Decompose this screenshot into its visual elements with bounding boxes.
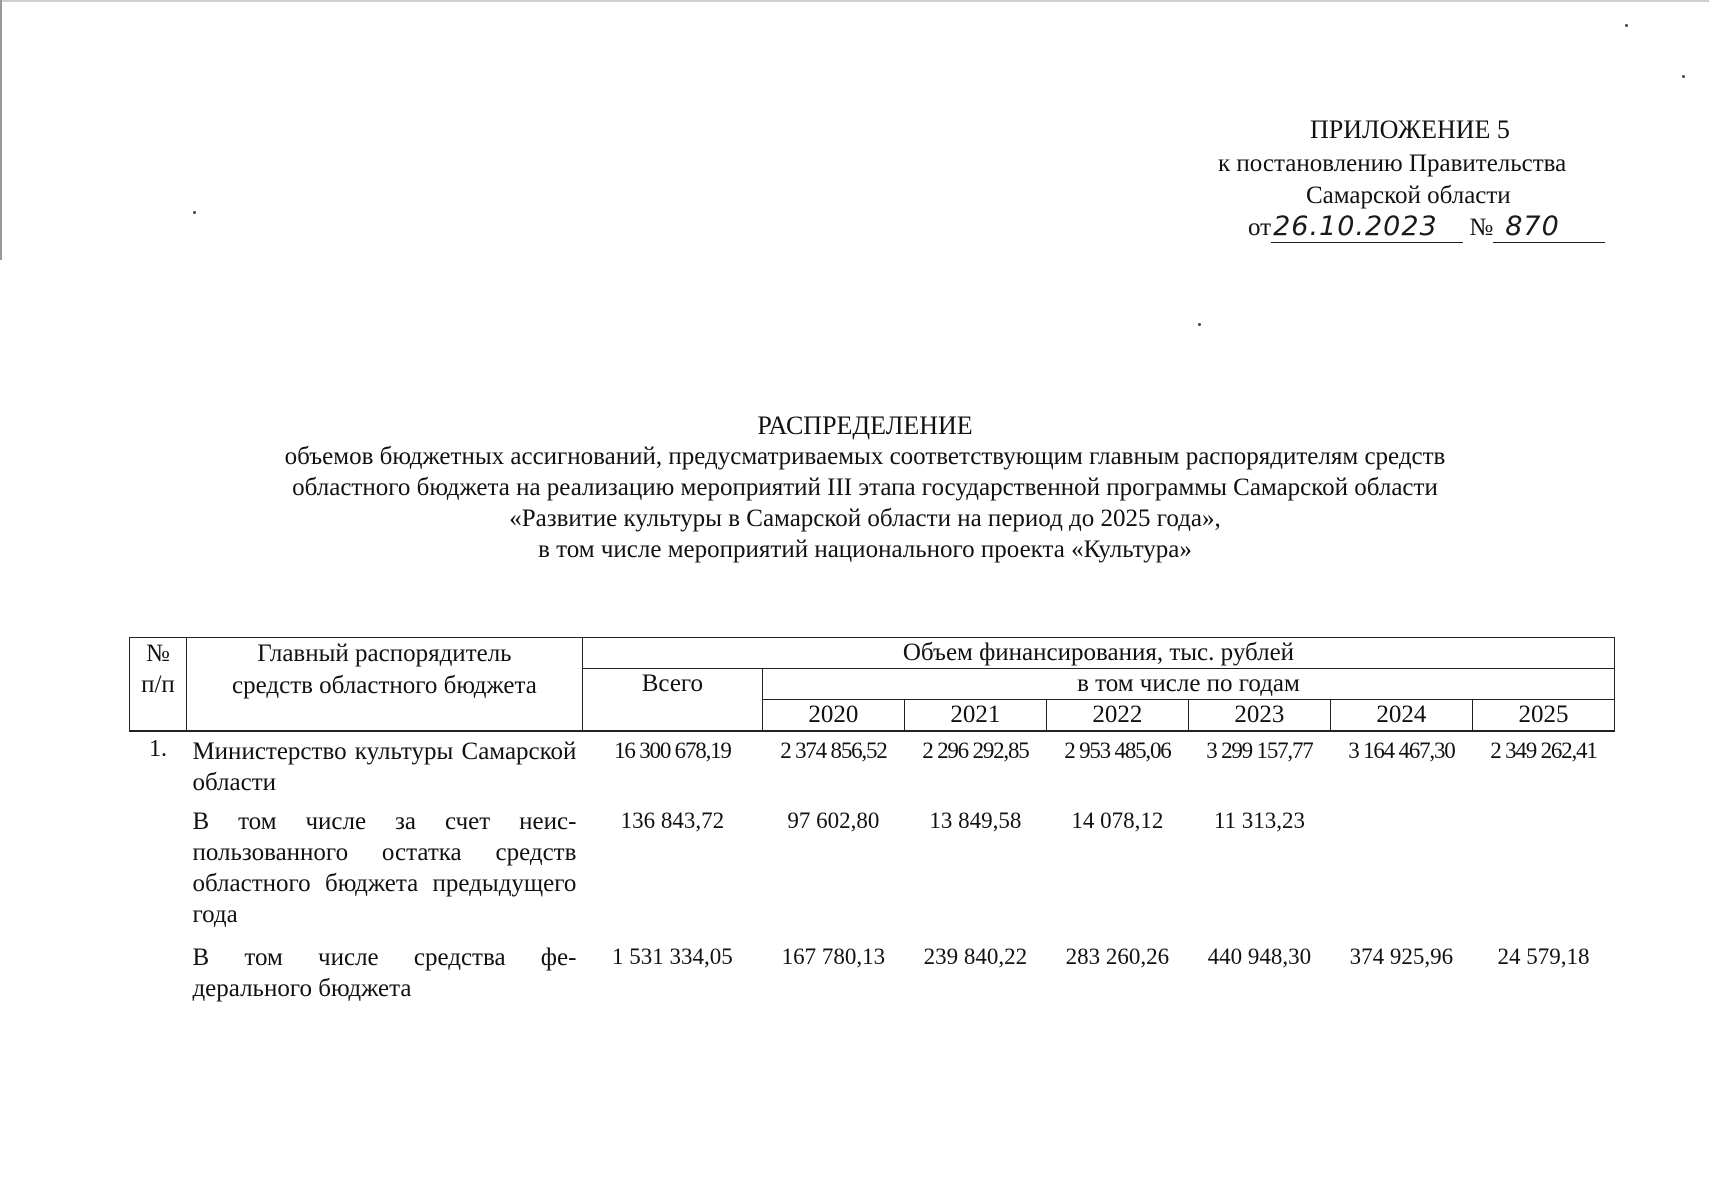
row-total: 16 300 678,19 [614, 738, 731, 763]
document-title: РАСПРЕДЕЛЕНИЕ [757, 411, 973, 440]
table-row [130, 731, 1615, 806]
row-value: 97 602,80 [787, 808, 880, 833]
row-value: 2 296 292,85 [922, 738, 1029, 763]
annex-date-line [1248, 212, 1605, 243]
row-value: 440 948,30 [1207, 944, 1312, 969]
header-total: Всего [582, 669, 762, 732]
header-year: 2024 [1330, 700, 1472, 732]
table-row [130, 806, 1615, 942]
row-number [130, 942, 187, 1004]
scan-speck [1682, 75, 1685, 78]
date-prefix: от [1248, 214, 1272, 241]
scan-speck [1198, 323, 1201, 326]
row-value: 374 925,96 [1349, 944, 1454, 969]
row-name: В том числе средства фе-дерального бюджета [192, 944, 577, 1002]
document-heading [150, 410, 1580, 565]
row-value: 167 780,13 [781, 944, 886, 969]
row-value: 24 579,18 [1497, 944, 1590, 969]
heading-line: в том числе мероприятий национального проекта «Культура» [538, 536, 1192, 563]
header-year: 2020 [762, 700, 904, 732]
scan-speck [1625, 24, 1628, 27]
header-by-years: в том числе по годам [762, 669, 1614, 700]
heading-line: «Развитие культуры в Самарской области на период до 2025 года», [509, 505, 1221, 532]
header-manager: Главный распорядитель средств областного бюджета [186, 638, 582, 732]
row-value: 2 953 485,06 [1064, 738, 1171, 763]
row-value: 283 260,26 [1065, 944, 1170, 969]
row-value: 239 840,22 [923, 944, 1028, 969]
row-number: 1. [148, 736, 167, 762]
row-name: Министерство культуры Самарской области [192, 738, 577, 796]
row-total: 1 531 334,05 [612, 944, 733, 969]
row-value: 3 299 157,77 [1206, 738, 1313, 763]
row-value: 14 078,12 [1071, 808, 1164, 833]
annex-line: к постановлению Правительства [1218, 150, 1567, 177]
row-value [1472, 806, 1614, 942]
header-year: 2021 [904, 700, 1046, 732]
row-number [130, 806, 187, 942]
header-funding: Объем финансирования, тыс. рублей [582, 638, 1614, 669]
row-name: В том числе за счет неис-пользованного остатка средств областного бюджета предыдущего года [192, 808, 577, 928]
handwritten-date: 26.10.2023 [1271, 212, 1463, 243]
scan-edge-left [0, 0, 2, 260]
row-value: 2 374 856,52 [780, 738, 887, 763]
header-num: № п/п [130, 638, 187, 732]
heading-line: объемов бюджетных ассигнований, предусматриваемых соответствующим главным распорядителям средств [284, 443, 1446, 470]
table-row [130, 942, 1615, 1004]
number-prefix: № [1469, 214, 1494, 241]
header-year: 2025 [1472, 700, 1614, 732]
heading-line: областного бюджета на реализацию мероприятий III этапа государственной программы Самарской области [292, 474, 1438, 501]
annex-line: Самарской области [1306, 182, 1511, 209]
scan-speck [193, 211, 196, 214]
handwritten-number: 870 [1493, 212, 1605, 243]
row-value: 3 164 467,30 [1348, 738, 1455, 763]
row-value [1330, 806, 1472, 942]
header-year: 2022 [1046, 700, 1188, 732]
annex-title: ПРИЛОЖЕНИЕ 5 [1310, 115, 1510, 144]
header-year: 2023 [1188, 700, 1330, 732]
row-value: 11 313,23 [1213, 808, 1305, 833]
scan-edge-top [0, 0, 1709, 2]
row-value: 2 349 262,41 [1490, 738, 1597, 763]
row-total: 136 843,72 [620, 808, 725, 833]
budget-table [129, 637, 1615, 1004]
row-value: 13 849,58 [929, 808, 1022, 833]
